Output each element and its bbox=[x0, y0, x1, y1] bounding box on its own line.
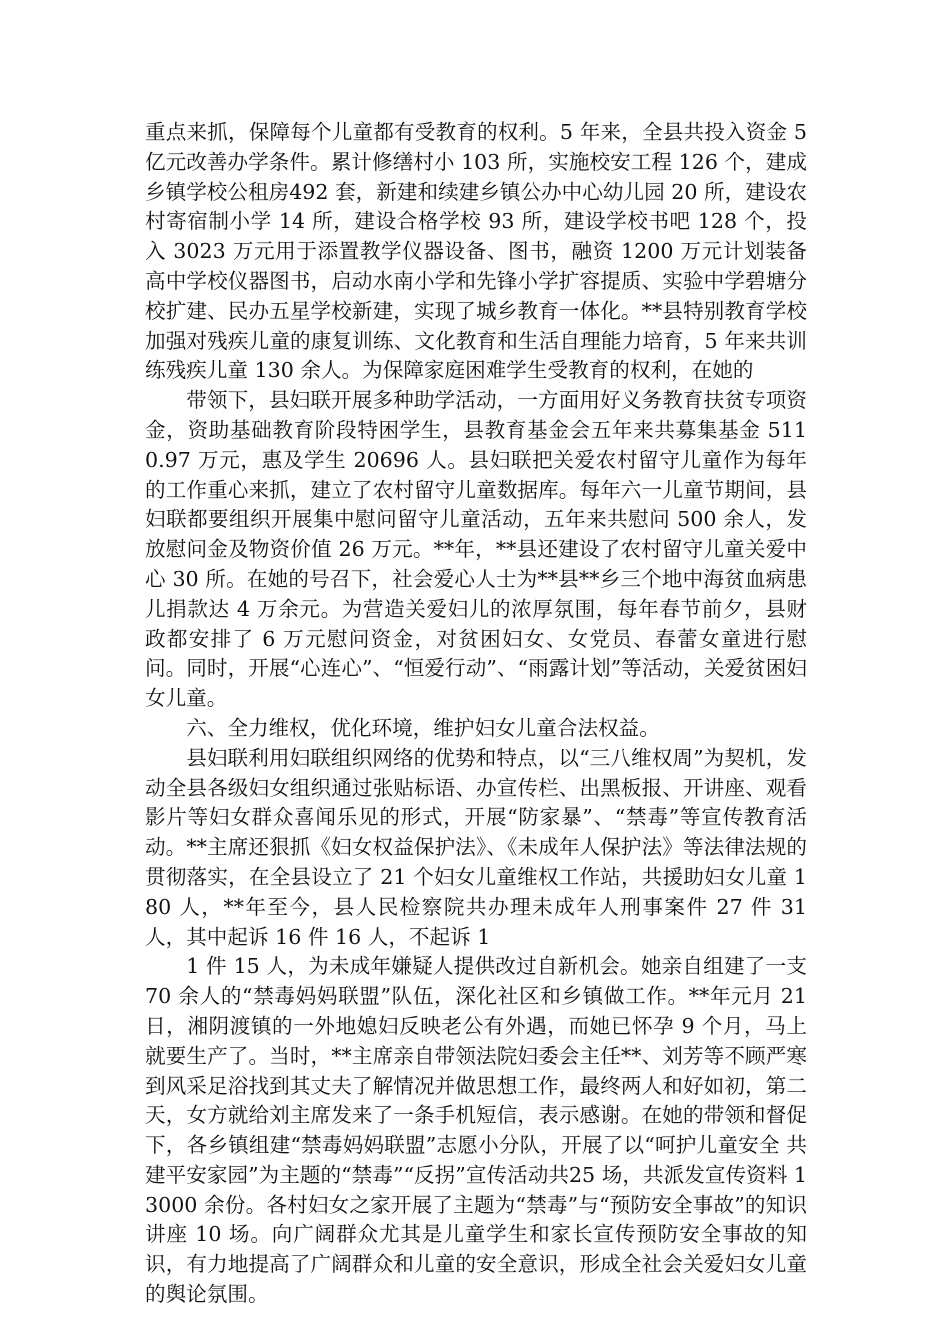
paragraph-4: 1 件 15 人，为未成年嫌疑人提供改过自新机会。她亲自组建了一支 70 余人的“禁毒妈妈联盟”队伍，深化社区和乡镇做工作。**年元月 21 日，湘阴渡镇的一外地媳妇反映老公有外遇，而她已怀孕 9 个月，马上就要生产了。当时，**主席亲自带领法院妇委会主任**、刘芳等不顾严寒到风采足浴找到其丈夫了解情况并做思想工作，最终两人和好如初，第二天，女方就给刘主席发来了一条手机短信，表示感谢。在她的带领和督促下，各乡镇组建“禁毒妈妈联盟”志愿小分队，开展了以“呵护儿童安全 共建平安家园”为主题的“禁毒”“反拐”宣传活动共25 场，共派发宣传资料 13000 余份。各村妇女之家开展了主题为“禁毒”与“预防安全事故”的知识讲座 10 场。向广阔群众尤其是儿童学生和家长宣传预防安全事故的知识，有力地提高了广阔群众和儿童的安全意识，形成全社会关爱妇女儿童的舆论氛围。 bbox=[145, 954, 807, 1307]
paragraph-1: 重点来抓，保障每个儿童都有受教育的权利。5 年来，全县共投入资金 5 亿元改善办学条件。累计修缮村小 103 所，实施校安工程 126 个，建成乡镇学校公租房492 套，新建和续建乡镇公办中心幼儿园 20 所，建设农村寄宿制小学 14 所，建设合格学校 93 所，建设学校书吧 128 个，投入 3023 万元用于添置教学仪器设备、图书，融资 1200 万元计划装备高中学校仪器图书，启动水南小学和先锋小学扩容提质、实验中学碧塘分校扩建、民办五星学校新建，实现了城乡教育一体化。**县特别教育学校加强对残疾儿童的康复训练、文化教育和生活自理能力培育，5 年来共训练残疾儿童 130 余人。为保障家庭困难学生受教育的权利，在她的 bbox=[145, 120, 807, 383]
section-heading: 六、全力维权，优化环境，维护妇女儿童合法权益。 bbox=[186, 715, 660, 740]
paragraph-3: 县妇联利用妇联组织网络的优势和特点，以“三八维权周”为契机，发动全县各级妇女组织通过张贴标语、办宣传栏、出黑板报、开讲座、观看影片等妇女群众喜闻乐见的形式，开展“防家暴”、“禁毒”等宣传教育活动。**主席还狠抓《妇女权益保护法》、《未成年人保护法》等法律法规的贯彻落实，在全县设立了 21 个妇女儿童维权工作站，共援助妇女儿童 180 人，**年至今，县人民检察院共办理未成年人刑事案件 27 件 31 人，其中起诉 16 件 16 人，不起诉 1 bbox=[145, 745, 807, 949]
paragraph-2: 带领下，县妇联开展多种助学活动，一方面用好义务教育扶贫专项资金，资助基础教育阶段特困学生，县教育基金会五年来共募集基金 5110.97 万元，惠及学生 20696 人。县妇联把关爱农村留守儿童作为每年的工作重心来抓，建立了农村留守儿童数据库。每年六一儿童节期间，县妇联都要组织开展集中慰问留守儿童活动，五年来共慰问 500 余人，发放慰问金及物资价值 26 万元。**年，**县还建设了农村留守儿童关爱中心 30 所。在她的号召下，社会爱心人士为**县**乡三个地中海贫血病患儿捐款达 4 万余元。为营造关爱妇儿的浓厚氛围，每年春节前夕，县财政都安排了 6 万元慰问资金，对贫困妇女、女党员、春蕾女童进行慰问。同时，开展“心连心”、“恒爱行动”、“雨露计划”等活动，关爱贫困妇女儿童。 bbox=[145, 388, 807, 711]
document-page bbox=[145, 118, 807, 1310]
